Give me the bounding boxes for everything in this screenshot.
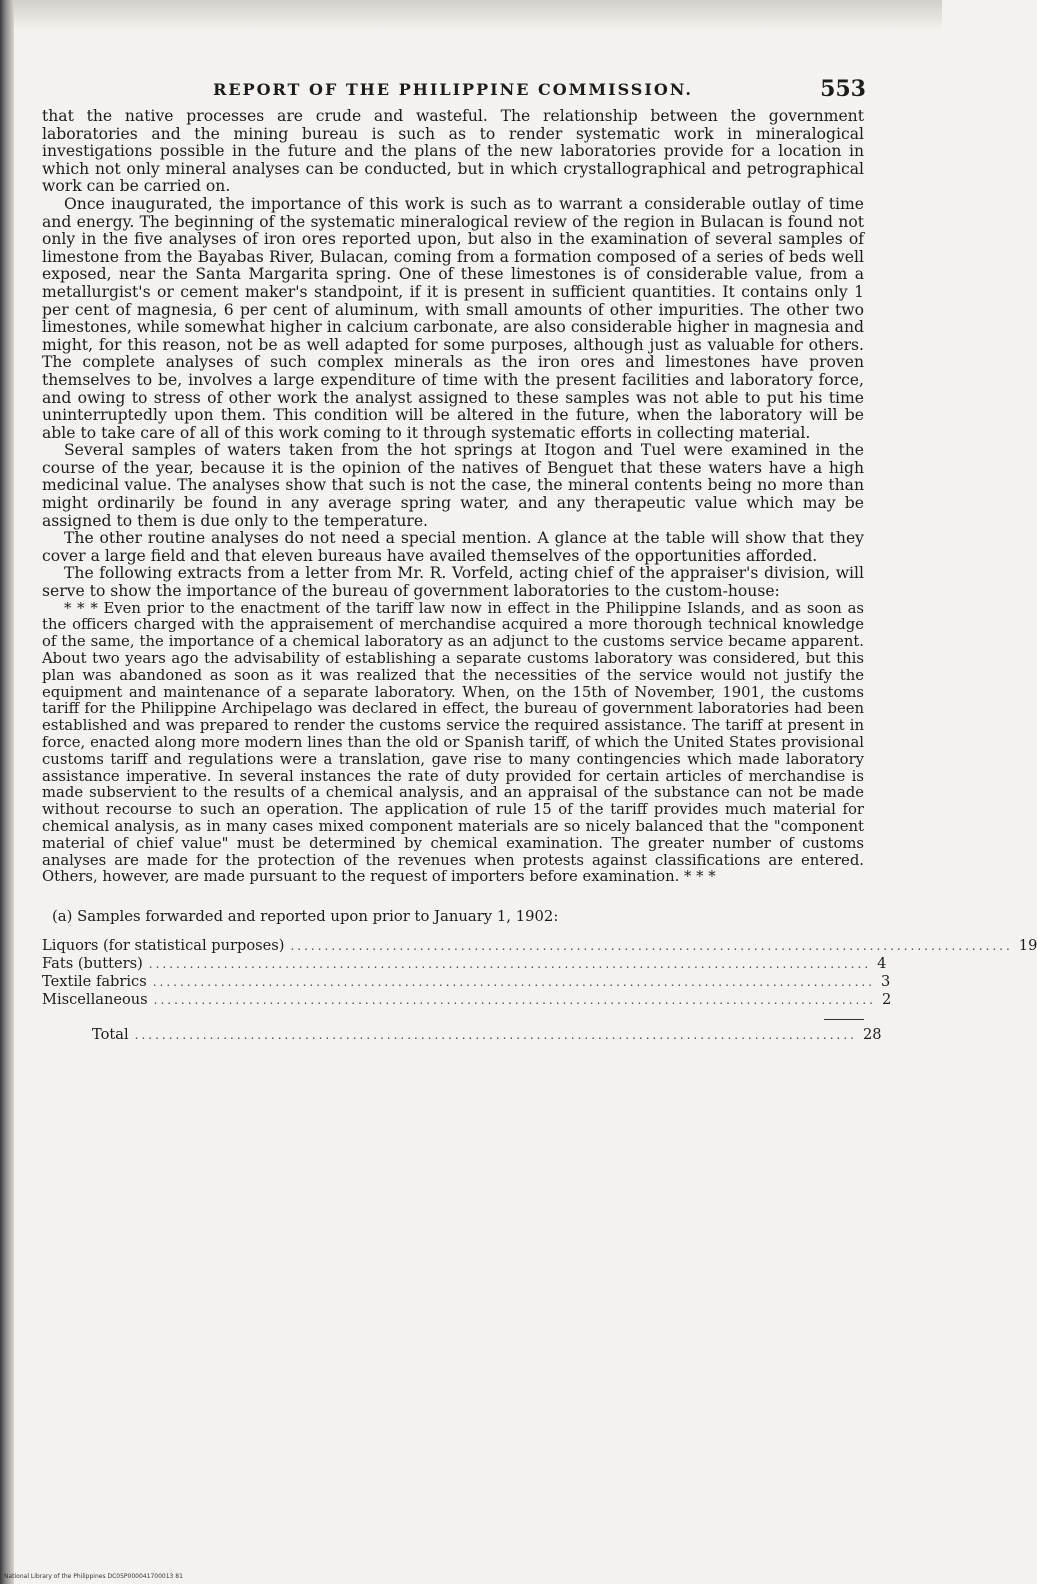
page-top-shadow bbox=[14, 0, 942, 30]
table-row bbox=[42, 991, 892, 1009]
document-page bbox=[42, 60, 1037, 1044]
total-label: Total bbox=[92, 1026, 129, 1044]
total-row bbox=[42, 1026, 882, 1044]
paragraph-2: Once inaugurated, the importance of this work is such as to warrant a considerable outlay of time and energy. The beginning of the systematic mineralogical review of the region in Bulacan is found not only in the five analyses of iron ores reported upon, but also in the examination of several samples of limestone from the Bayabas River, Bulacan, coming from a formation composed of a series of beds well exposed, near the Santa Margarita spring. One of these limestones is of considerable value, from a metallurgist's or cement maker's standpoint, if it is present in sufficient quantities. It contains only 1 per cent of magnesia, 6 per cent of aluminum, with small amounts of other impurities. The other two limestones, while somewhat higher in calcium carbonate, are also considerable higher in magnesia and might, for this reason, not be as well adapted for some purposes, although just as valuable for others. The complete analyses of such complex minerals as the iron ores and limestones have proven themselves to be, involves a large expenditure of time with the present facilities and laboratory force, and owing to stress of other work the analyst assigned to these samples was not able to put his time uninterruptedly upon them. This condition will be altered in the future, when the laboratory will be able to take care of all of this work coming to it through systematic efforts in collecting material. bbox=[42, 194, 864, 442]
leader-dots: .......................................................................................................... bbox=[148, 957, 872, 972]
total-rule bbox=[824, 1019, 864, 1020]
quoted-letter: * * * Even prior to the enactment of the tariff law now in effect in the Philippine Islands, and as soon as the officers charged with the appraisement of merchandise acquired a more thorough technical knowledge of the same, the importance of a chemical laboratory as an adjunct to the customs service became apparent. About two years ago the advisability of establishing a separate customs laboratory was considered, but this plan was abandoned as soon as it was realized that the necessities of the service would not justify the equipment and maintenance of a separate laboratory. When, on the 15th of November, 1901, the customs tariff for the Philippine Archipelago was declared in effect, the bureau of government laboratories had been established and was prepared to render the customs service the required assistance. The tariff at present in force, enacted along more modern lines than the old or Spanish tariff, of which the United States provisional customs tariff and regulations were a translation, gave rise to many contingencies which made laboratory assistance imperative. In several instances the rate of duty provided for certain articles of merchandise is made subservient to the results of a chemical analysis, and an appraisal of the substance can not be made without recourse to such an operation. The application of rule 15 of the tariff provides much material for chemical analysis, as in many cases mixed component materials are so nicely balanced that the "component material of chief value" must be determined by chemical examination. The greater number of customs analyses are made for the protection of the revenues when protests against classifications are entered. Others, however, are made pursuant to the request of importers before examination. * * * bbox=[42, 599, 864, 886]
paragraph-1: that the native processes are crude and wasteful. The relationship between the government laboratories and the mining bureau is such as to render systematic work in mineralogical investigations possible in the future and the plans of the new laboratories provide for a location in which not only mineral analyses can be conducted, but in which crystallographical and petrographical work can be carried on. bbox=[42, 107, 864, 196]
row-count: 4 bbox=[877, 955, 887, 973]
samples-heading: (a) Samples forwarded and reported upon prior to January 1, 1902: bbox=[52, 908, 559, 926]
running-head: REPORT OF THE PHILIPPINE COMMISSION. bbox=[213, 80, 693, 99]
table-row bbox=[42, 973, 891, 991]
row-label: Liquors (for statistical purposes) bbox=[42, 937, 285, 955]
row-count: 2 bbox=[882, 991, 892, 1009]
row-count: 19 bbox=[1018, 937, 1037, 955]
paragraph-3: Several samples of waters taken from the hot springs at Itogon and Tuel were examined in the course of the year, because it is the opinion of the natives of Benguet that these waters have a high medicinal value. The analyses show that such is not the case, the mineral contents being no more than might ordinarily be found in any average spring water, and any therapeutic value which may be assigned to them is due only to the temperature. bbox=[42, 441, 864, 530]
leader-dots: .......................................................................................................... bbox=[152, 975, 876, 990]
leader-dots: .......................................................................................................... bbox=[290, 939, 1013, 954]
leader-dots: .......................................................................................................... bbox=[134, 1028, 857, 1043]
total-count: 28 bbox=[862, 1026, 882, 1044]
page-number: 553 bbox=[820, 76, 866, 102]
samples-table bbox=[42, 937, 1037, 1044]
scan-footer: National Library of the Philippines DC05P000041700013 81 bbox=[4, 1573, 183, 1580]
table-row bbox=[42, 937, 1037, 955]
row-label: Textile fabrics bbox=[42, 973, 147, 991]
leader-dots: .......................................................................................................... bbox=[153, 993, 876, 1008]
row-count: 3 bbox=[881, 973, 891, 991]
row-label: Miscellaneous bbox=[42, 991, 148, 1009]
paragraph-5: The following extracts from a letter from Mr. R. Vorfeld, acting chief of the appraiser's division, will serve to show the importance of the bureau of government laboratories to the custom-house: bbox=[42, 564, 864, 601]
page-header bbox=[42, 60, 864, 108]
table-row bbox=[42, 955, 887, 973]
paragraph-4: The other routine analyses do not need a special mention. A glance at the table will show that they cover a large field and that eleven bureaus have availed themselves of the opportunities afforded. bbox=[42, 529, 864, 565]
book-binding-shadow bbox=[0, 0, 14, 1584]
row-label: Fats (butters) bbox=[42, 955, 143, 973]
